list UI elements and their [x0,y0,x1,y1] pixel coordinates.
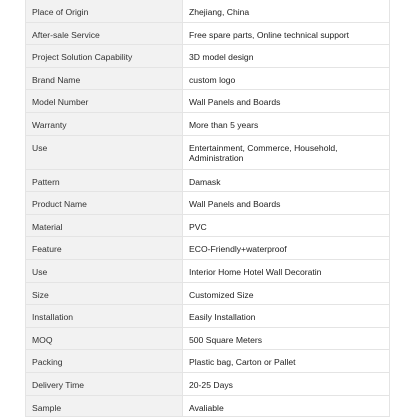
spec-value: Interior Home Hotel Wall Decoratin [183,260,389,282]
spec-label: Delivery Time [26,373,183,395]
spec-label: Pattern [26,170,183,192]
spec-value: Entertainment, Commerce, Household, Administration [183,136,389,169]
table-row [26,22,389,45]
spec-label: Material [26,215,183,237]
table-row [26,0,389,22]
table-row [26,112,389,135]
spec-label: After-sale Service [26,23,183,45]
product-spec-table [25,0,390,417]
spec-label: Brand Name [26,68,183,90]
spec-value: More than 5 years [183,113,389,135]
spec-label: Model Number [26,90,183,112]
table-row [26,169,389,192]
spec-value: 500 Square Meters [183,328,389,350]
table-row [26,327,389,350]
spec-value: Damask [183,170,389,192]
spec-value: Free spare parts, Online technical support [183,23,389,45]
spec-value: ECO-Friendly+waterproof [183,237,389,259]
spec-value: PVC [183,215,389,237]
table-row [26,236,389,259]
spec-label: MOQ [26,328,183,350]
table-row [26,135,389,169]
table-row [26,44,389,67]
spec-value: Customized Size [183,283,389,305]
spec-label: Size [26,283,183,305]
spec-value: custom logo [183,68,389,90]
table-row [26,259,389,282]
spec-label: Feature [26,237,183,259]
spec-label: Packing [26,350,183,372]
spec-label: Installation [26,305,183,327]
spec-value: Plastic bag, Carton or Pallet [183,350,389,372]
spec-label: Product Name [26,192,183,214]
spec-value: 3D model design [183,45,389,67]
table-row [26,67,389,90]
table-row [26,349,389,372]
table-row [26,372,389,395]
table-row [26,304,389,327]
table-row [26,89,389,112]
spec-value: Wall Panels and Boards [183,90,389,112]
spec-value: Zhejiang, China [183,0,389,22]
spec-label: Warranty [26,113,183,135]
table-row [26,282,389,305]
spec-label: Use [26,260,183,282]
spec-label: Project Solution Capability [26,45,183,67]
spec-value: 20-25 Days [183,373,389,395]
table-row [26,395,389,417]
spec-label: Sample [26,396,183,417]
table-row [26,191,389,214]
spec-value: Easily Installation [183,305,389,327]
spec-value: Wall Panels and Boards [183,192,389,214]
spec-label: Place of Origin [26,0,183,22]
spec-value: Avaliable [183,396,389,417]
spec-label: Use [26,136,183,169]
table-row [26,214,389,237]
